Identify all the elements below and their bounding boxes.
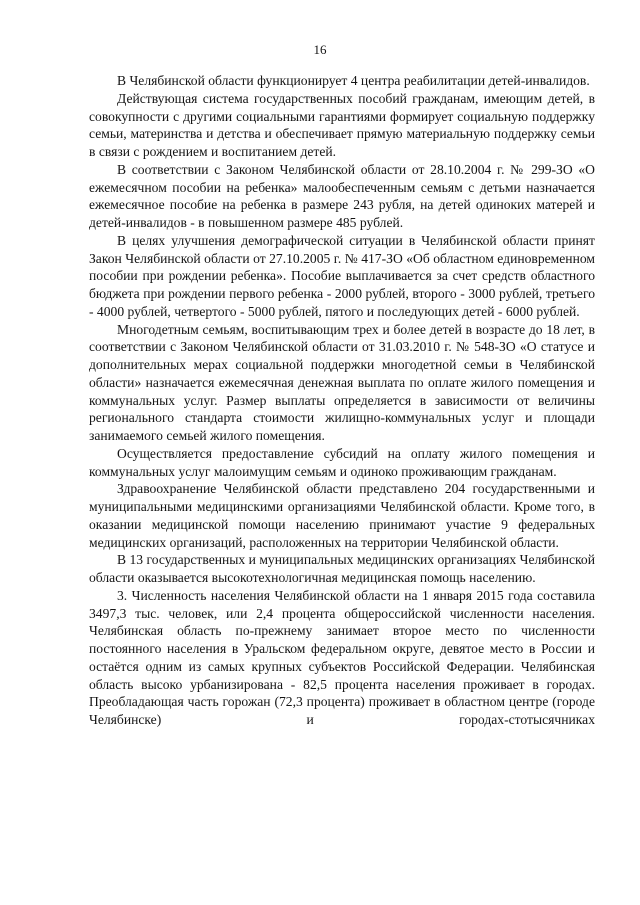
paragraph-monthly-allowance: В соответствии с Законом Челябинской области от 28.10.2004 г. № 299-ЗО «О ежемесячном пособии на ребенка» малообеспеченным семьям с детьми назначается ежемесячное пособие на ребенка в размере 243 рубля, на детей одиноких матерей и детей-инвалидов - в повышенном размере 485 рублей.: [89, 161, 595, 230]
paragraph-rehab-centers: В Челябинской области функционирует 4 центра реабилитации детей-инвалидов.: [117, 73, 590, 88]
paragraph-large-families: Многодетным семьям, воспитывающим трех и более детей в возрасте до 18 лет, в соответствии с Законом Челябинской области от 31.03.2010 г. № 548-ЗО «О статусе и дополнительных мерах социальной поддержки многодетной семьи в Челябинской области» назначается ежемесячная денежная выплата по оплате жилого помещения и коммунальных услуг. Размер выплаты определяется в зависимости от величины регионального стандарта стоимости жилищно-коммунальных услуг и площади занимаемого семьей жилого помещения.: [89, 321, 595, 443]
paragraph-healthcare: Здравоохранение Челябинской области представлено 204 государственными и муниципальными медицинскими организациями Челябинской области. Кроме того, в оказании медицинской помощи населению принимают участие 9 федеральных медицинских организаций, расположенных на территории Челябинской области.: [89, 481, 595, 550]
page-number: 16: [313, 42, 327, 57]
paragraph-high-tech-care: В 13 государственных и муниципальных медицинских организациях Челябинской области оказывается высокотехнологичная медицинская помощь населению.: [89, 552, 595, 585]
document-body: [89, 72, 595, 729]
paragraph-social-support: Действующая система государственных пособий гражданам, имеющим детей, в совокупности с другими социальными гарантиями формирует социальную поддержку семьи, материнства и детства и обеспечивает прямую материальную поддержку семьи в связи с рождением и воспитанием детей.: [89, 90, 595, 159]
paragraph-housing-subsidies: Осуществляется предоставление субсидий на оплату жилого помещения и коммунальных услуг малоимущим семьям и одиноко проживающим гражданам.: [89, 445, 595, 479]
paragraph-population: 3. Численность населения Челябинской области на 1 января 2015 года составила 3497,3 тыс. человек, или 2,4 процента общероссийской численности населения. Челябинская область по-прежнему занимает второе место по численности постоянного населения в Уральском федеральном округе, девятое место в России и остаётся одним из самых крупных субъектов Российской Федерации. Челябинская область высоко урбанизирована - 82,5 процента населения проживает в городах. Преобладающая часть горожан (72,3 процента) проживает в областном центре (городе Челябинске) и городах-стотысячниках: [89, 587, 595, 727]
paragraph-birth-allowance: В целях улучшения демографической ситуации в Челябинской области принят Закон Челябинской области от 27.10.2005 г. № 417-ЗО «Об областном единовременном пособии при рождении ребенка». Пособие выплачивается за счет средств областного бюджета при рождении первого ребенка - 2000 рублей, второго - 3000 рублей, третьего - 4000 рублей, четвертого - 5000 рублей, пятого и последующих детей - 6000 рублей.: [89, 232, 595, 319]
